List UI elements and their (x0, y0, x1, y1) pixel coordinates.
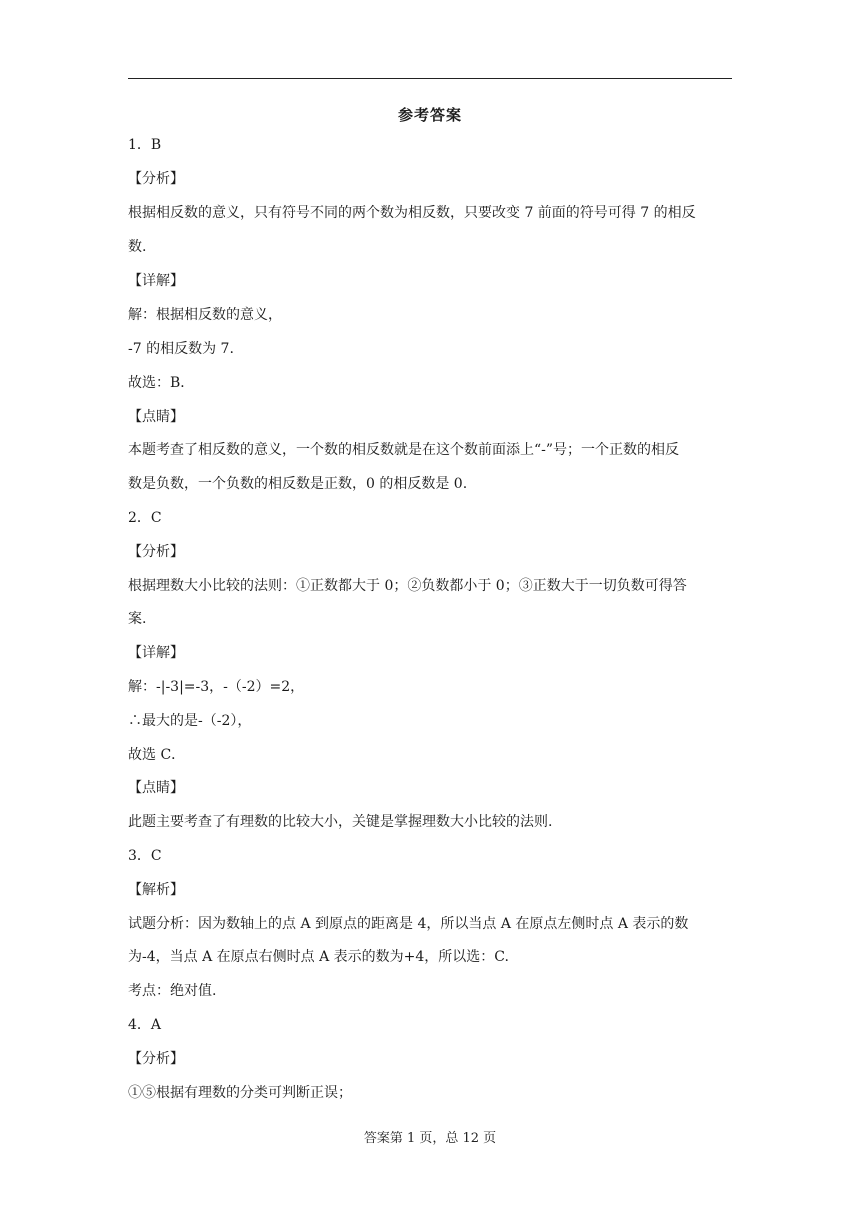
text-line: 4．A (128, 1017, 162, 1033)
text-line: 数. (128, 239, 147, 255)
text-line: 故选：B． (128, 375, 195, 391)
text-line: 考点：绝对值. (128, 983, 217, 999)
text-line: ∴最大的是-（-2）， (128, 713, 252, 729)
text-line: 1．B (128, 137, 162, 153)
text-line: 2．C (128, 510, 162, 526)
page-footer: 答案第 1 页，总 12 页 (363, 1131, 497, 1146)
header-rule (128, 78, 732, 79)
text-line: 【详解】 (128, 645, 184, 661)
text-line: 数是负数，一个负数的相反数是正数，0 的相反数是 0. (128, 476, 468, 492)
text-line: 【解析】 (128, 882, 184, 898)
text-line: -7 的相反数为 7. (128, 341, 234, 357)
text-line: 为-4，当点 A 在原点右侧时点 A 表示的数为+4，所以选：C. (128, 949, 509, 965)
text-line: 3．C (128, 848, 162, 864)
text-line: 故选 C． (128, 747, 186, 763)
page-title: 参考答案 (397, 106, 462, 124)
text-line: ①⑤根据有理数的分类可判断正误； (128, 1085, 352, 1101)
text-line: 【分析】 (128, 544, 184, 560)
text-line: 本题考查了相反数的意义，一个数的相反数就是在这个数前面添上“-”号；一个正数的相反 (128, 442, 680, 458)
text-line: 【详解】 (128, 273, 184, 289)
text-line: 此题主要考查了有理数的比较大小，关键是掌握理数大小比较的法则. (128, 814, 553, 830)
text-line: 根据相反数的意义，只有符号不同的两个数为相反数，只要改变 7 前面的符号可得 7 的相反 (128, 205, 696, 221)
text-line: 【点睛】 (128, 409, 184, 425)
text-line: 根据理数大小比较的法则：①正数都大于 0；②负数都小于 0；③正数大于一切负数可得答 (128, 578, 687, 594)
text-line: 解：根据相反数的意义， (128, 307, 282, 323)
text-line: 【分析】 (128, 1051, 184, 1067)
text-line: 【点睛】 (128, 780, 184, 796)
text-line: 【分析】 (128, 171, 184, 187)
text-line: 案. (128, 611, 147, 627)
text-line: 试题分析：因为数轴上的点 A 到原点的距离是 4，所以当点 A 在原点左侧时点 A 表示的数 (128, 916, 689, 932)
text-line: 解：-|-3|=-3，-（-2）=2， (128, 679, 305, 695)
